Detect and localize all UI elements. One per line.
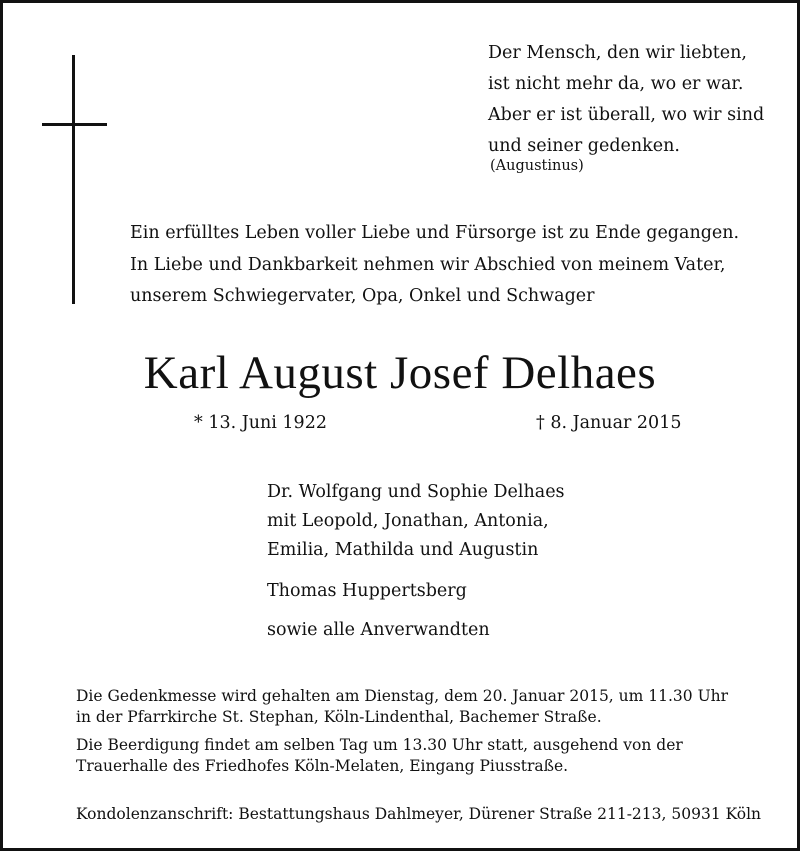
- memorial-mass-notice: [76, 686, 728, 728]
- death-date: † 8. Januar 2015: [536, 413, 682, 433]
- notice-line: in der Pfarrkirche St. Stephan, Köln-Lindenthal, Bachemer Straße.: [76, 708, 602, 726]
- burial-notice: [76, 735, 683, 777]
- mourner-line: Dr. Wolfgang und Sophie Delhaes: [267, 482, 565, 502]
- poem: [488, 38, 764, 162]
- birth-date: * 13. Juni 1922: [194, 413, 327, 433]
- intro-line: unserem Schwiegervater, Opa, Onkel und Schwager: [130, 286, 595, 306]
- poem-line: ist nicht mehr da, wo er war.: [488, 74, 744, 94]
- deceased-name: Karl August Josef Delhaes: [143, 347, 657, 399]
- intro-line: In Liebe und Dankbarkeit nehmen wir Abschied von meinem Vater,: [130, 254, 726, 275]
- condolence-address: Kondolenzanschrift: Bestattungshaus Dahlmeyer, Dürener Straße 211-213, 50931 Köln: [76, 805, 762, 823]
- mourner-second: Thomas Huppertsberg: [267, 581, 467, 601]
- cross-horizontal-bar: [42, 123, 107, 126]
- mourners-family: [267, 478, 565, 565]
- cross-vertical-bar: [72, 55, 75, 304]
- poem-line: und seiner gedenken.: [488, 136, 680, 156]
- intro-line: Ein erfülltes Leben voller Liebe und Fürsorge ist zu Ende gegangen.: [130, 223, 740, 243]
- intro-text: [130, 218, 739, 313]
- mourner-line: mit Leopold, Jonathan, Antonia,: [267, 511, 549, 531]
- poem-author: (Augustinus): [490, 158, 584, 174]
- notice-line: Die Gedenkmesse wird gehalten am Dienstag, dem 20. Januar 2015, um 11.30 Uhr: [76, 687, 729, 705]
- poem-line: Aber er ist überall, wo wir sind: [488, 105, 765, 125]
- poem-line: Der Mensch, den wir liebten,: [488, 43, 747, 63]
- mourner-relatives: sowie alle Anverwandten: [267, 620, 490, 640]
- mourner-line: Emilia, Mathilda und Augustin: [267, 540, 539, 560]
- notice-line: Trauerhalle des Friedhofes Köln-Melaten, Eingang Piusstraße.: [76, 757, 569, 775]
- notice-line: Die Beerdigung findet am selben Tag um 13.30 Uhr statt, ausgehend von der: [76, 736, 683, 754]
